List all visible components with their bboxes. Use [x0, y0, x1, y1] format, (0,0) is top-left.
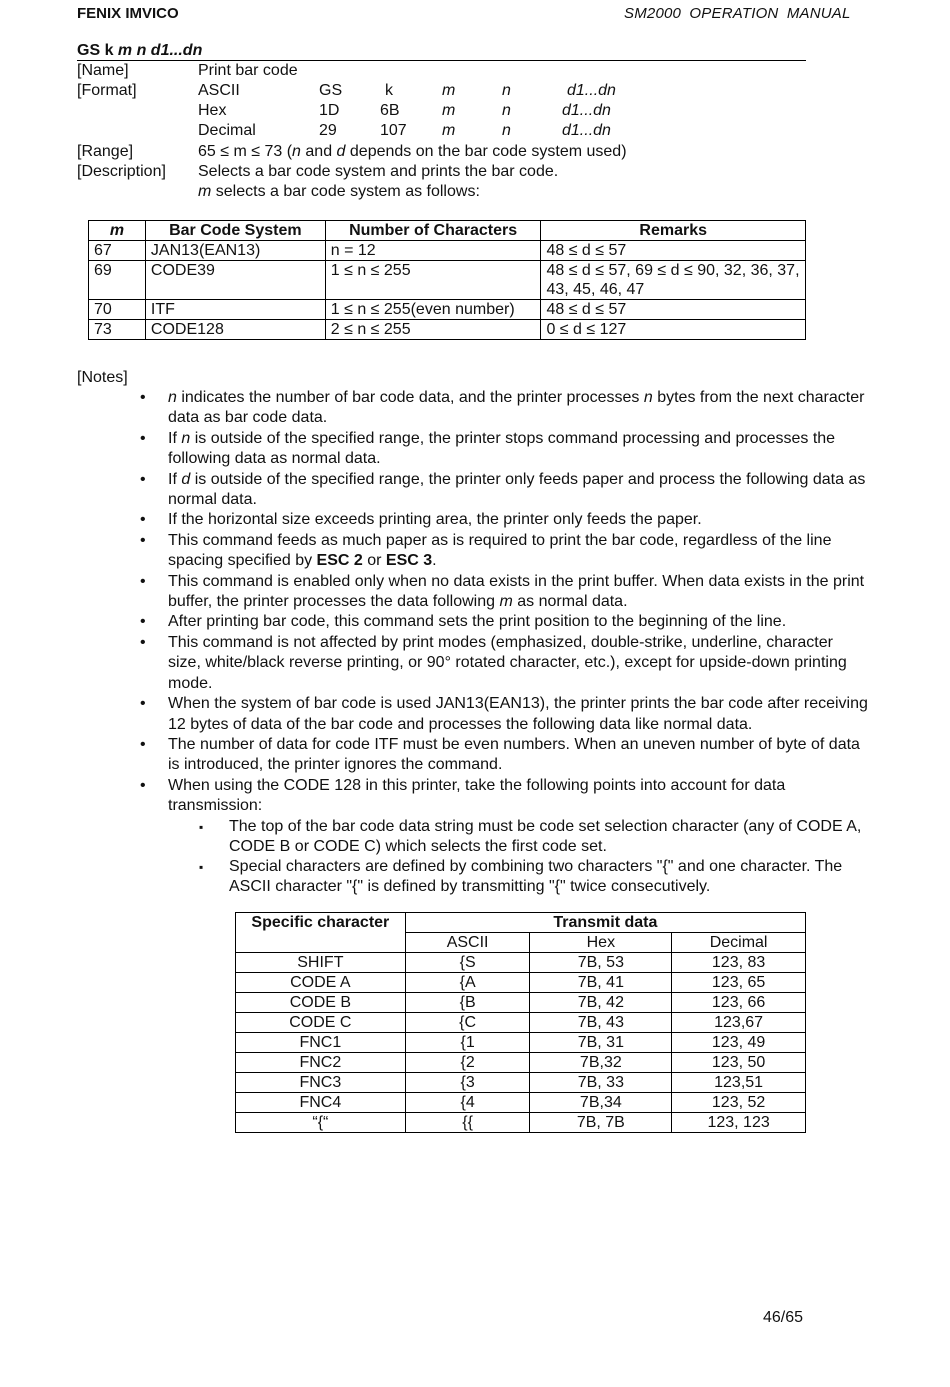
cell-system: CODE128 — [145, 320, 325, 340]
range-value: 65 ≤ m ≤ 73 (n and d depends on the bar code system used) — [198, 143, 627, 160]
list-item: • After printing bar code, this command sets the print position to the beginning of the line. — [168, 612, 868, 632]
format-a: 29 — [319, 122, 337, 139]
bar-code-system-table — [88, 220, 806, 340]
format-kind: Hex — [198, 102, 227, 119]
list-item: • If the horizontal size exceeds printing area, the printer only feeds the paper. — [168, 510, 868, 530]
table-row: FNC3 {3 7B, 33 123,51 — [236, 1073, 806, 1093]
table-row: CODE C {C 7B, 43 123,67 — [236, 1013, 806, 1033]
table-header-row — [89, 221, 806, 241]
cell-m: 73 — [89, 320, 146, 340]
table-row: FNC2 {2 7B,32 123, 50 — [236, 1053, 806, 1073]
name-value: Print bar code — [198, 62, 298, 79]
format-n: n — [502, 82, 511, 99]
col-remarks: Remarks — [541, 221, 806, 241]
cell-chars: 1 ≤ n ≤ 255 — [325, 261, 541, 300]
col-decimal: Decimal — [672, 933, 806, 953]
table-row — [89, 320, 806, 340]
table-row — [89, 300, 806, 320]
format-n: n — [502, 102, 511, 119]
format-kind: Decimal — [198, 122, 256, 139]
cell-chars: 1 ≤ n ≤ 255(even number) — [325, 300, 541, 320]
col-ascii: ASCII — [405, 933, 530, 953]
list-item: ▪ Special characters are defined by combining two characters "{" and one character. The ASCII character "{" is defined by transmitting "{" twice consecutively. — [229, 857, 868, 897]
table-row: FNC4 {4 7B,34 123, 52 — [236, 1093, 806, 1113]
list-item: • The number of data for code ITF must be even numbers. When an uneven number of byte of data is introduced, the printer ignores the command. — [168, 735, 868, 776]
description-label: [Description] — [77, 163, 166, 180]
command-prefix: GS k — [77, 42, 118, 59]
table-row: “{“ {{ 7B, 7B 123, 123 — [236, 1113, 806, 1133]
table-row — [89, 241, 806, 261]
cell-remarks: 0 ≤ d ≤ 127 — [541, 320, 806, 340]
list-item: • This command is not affected by print modes (emphasized, double-strike, underline, character size, white/black reverse printing, or 90° rotated character, etc.), except for upside-down printing mode. — [168, 633, 868, 694]
cell-m: 67 — [89, 241, 146, 261]
name-label: [Name] — [77, 62, 129, 79]
list-item: • If n is outside of the specified range, the printer stops command processing and processes the following data as normal data. — [168, 429, 868, 470]
cell-m: 69 — [89, 261, 146, 300]
command-title — [77, 42, 806, 61]
cell-remarks: 48 ≤ d ≤ 57 — [541, 241, 806, 261]
table-row: FNC1 {1 7B, 31 123, 49 — [236, 1033, 806, 1053]
table-row: CODE A {A 7B, 41 123, 65 — [236, 973, 806, 993]
list-item: • n indicates the number of bar code data, and the printer processes n bytes from the next character data as bar code data. — [168, 388, 868, 429]
list-item: • This command feeds as much paper as is required to print the bar code, regardless of the line spacing specified by ESC 2 or ESC 3. — [168, 531, 868, 572]
list-item: • When the system of bar code is used JAN13(EAN13), the printer prints the bar code after receiving 12 bytes of data of the bar code and processes the following data like normal data. — [168, 694, 868, 735]
cell-remarks: 48 ≤ d ≤ 57 — [541, 300, 806, 320]
format-d: d1...dn — [562, 102, 611, 119]
col-specific-char: Specific character — [236, 913, 406, 953]
format-d: d1...dn — [567, 82, 616, 99]
range-label: [Range] — [77, 143, 134, 160]
format-m: m — [442, 82, 456, 99]
cell-system: CODE39 — [145, 261, 325, 300]
format-d: d1...dn — [562, 122, 611, 139]
format-n: n — [502, 122, 511, 139]
cell-system: ITF — [145, 300, 325, 320]
notes-label: [Notes] — [77, 369, 128, 386]
table-row — [89, 261, 806, 300]
table-header-row — [236, 913, 806, 933]
code128-sublist — [229, 817, 868, 897]
col-system: Bar Code System — [145, 221, 325, 241]
cell-chars: 2 ≤ n ≤ 255 — [325, 320, 541, 340]
list-item: ▪ The top of the bar code data string must be code set selection character (any of CODE A, CODE B or CODE C) which selects the first code set. — [229, 817, 868, 857]
col-transmit-data: Transmit data — [405, 913, 805, 933]
list-item: • If d is outside of the specified range, the printer only feeds paper and process the following data as normal data. — [168, 470, 868, 511]
description-line2: m selects a bar code system as follows: — [198, 183, 480, 200]
cell-system: JAN13(EAN13) — [145, 241, 325, 261]
col-hex: Hex — [530, 933, 672, 953]
table-row: SHIFT {S 7B, 53 123, 83 — [236, 953, 806, 973]
format-b: 107 — [380, 122, 407, 139]
format-a: GS — [319, 82, 343, 99]
format-b: 6B — [380, 102, 400, 119]
format-label: [Format] — [77, 82, 137, 99]
col-chars: Number of Characters — [325, 221, 541, 241]
code128-special-char-table — [235, 912, 806, 1133]
format-a: 1D — [319, 102, 340, 119]
header-manual-title: SM2000 OPERATION MANUAL — [624, 5, 851, 22]
notes-list — [168, 388, 868, 897]
cell-remarks: 48 ≤ d ≤ 57, 69 ≤ d ≤ 90, 32, 36, 37, 43, 45, 46, 47 — [541, 261, 806, 300]
list-item: • This command is enabled only when no data exists in the print buffer. When data exists in the print buffer, the printer processes the data following m as normal data. — [168, 572, 868, 613]
table-row: CODE B {B 7B, 42 123, 66 — [236, 993, 806, 1013]
page-number: 46/65 — [763, 1309, 804, 1326]
cell-chars: n = 12 — [325, 241, 541, 261]
cell-m: 70 — [89, 300, 146, 320]
col-m: m — [89, 221, 146, 241]
format-m: m — [442, 122, 456, 139]
description-line1: Selects a bar code system and prints the bar code. — [198, 163, 559, 180]
command-params: m n d1...dn — [117, 42, 203, 59]
format-m: m — [442, 102, 456, 119]
header-company: FENIX IMVICO — [77, 5, 179, 22]
format-b: k — [385, 82, 393, 99]
format-kind: ASCII — [198, 82, 240, 99]
list-item: • When using the CODE 128 in this printer, take the following points into account for data transmission: ▪ The top of the bar code data string must be code set selection character (any of CODE A, CODE B or CODE C) which selects the first code set. ▪ Special characters are defined by combining two characters "{" and one character. The ASCII character "{" is defined by transmitting "{" twice consecutively. — [168, 776, 868, 897]
